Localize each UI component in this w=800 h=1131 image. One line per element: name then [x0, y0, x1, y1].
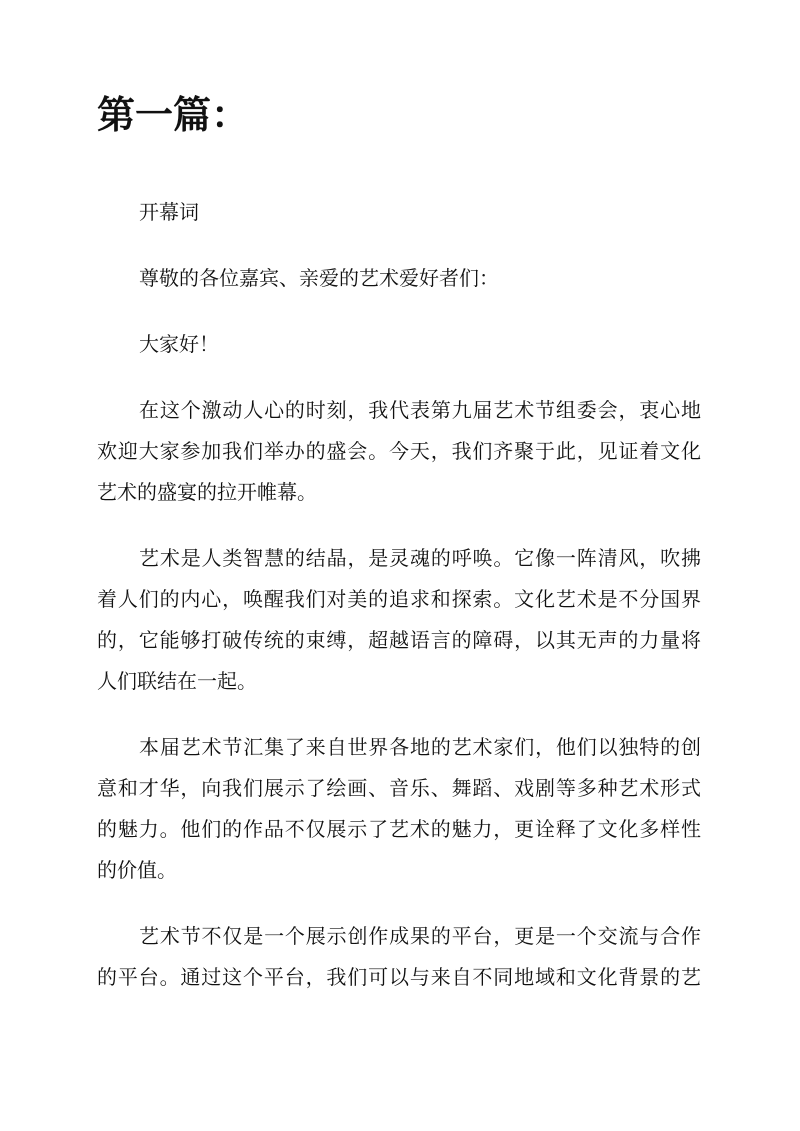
- paragraph-platform: [97, 916, 701, 998]
- paragraph-line: 艺术的盛宴的拉开帷幕。: [97, 480, 317, 504]
- paragraph-line: 本届艺术节汇集了来自世界各地的艺术家们，他们以独特的创: [139, 735, 701, 759]
- paragraph-line: 艺术是人类智慧的结晶，是灵魂的呼唤。它像一阵清风，吹拂: [139, 546, 701, 570]
- paragraph-title: [97, 192, 701, 233]
- paragraph-line: 尊敬的各位嘉宾、亲爱的艺术爱好者们：: [139, 266, 499, 290]
- paragraph-line: 的平台。通过这个平台，我们可以与来自不同地域和文化背景的艺: [97, 965, 701, 989]
- document-heading: 第一篇：: [97, 92, 250, 137]
- paragraph-line: 大家好！: [139, 332, 219, 356]
- document-body: [97, 192, 701, 1023]
- paragraph-greeting: [97, 324, 701, 365]
- paragraph-line: 在这个激动人心的时刻，我代表第九届艺术节组委会，衷心地: [139, 398, 701, 422]
- paragraph-line: 的魅力。他们的作品不仅展示了艺术的魅力，更诠释了文化多样性: [97, 817, 701, 841]
- paragraph-festival: [97, 727, 701, 891]
- paragraph-line: 人们联结在一起。: [97, 669, 257, 693]
- paragraph-line: 开幕词: [139, 200, 199, 224]
- paragraph-salutation: [97, 258, 701, 299]
- paragraph-line: 艺术节不仅是一个展示创作成果的平台，更是一个交流与合作: [139, 924, 701, 948]
- paragraph-line: 的价值。: [97, 858, 177, 882]
- paragraph-art: [97, 538, 701, 702]
- paragraph-line: 的，它能够打破传统的束缚，超越语言的障碍，以其无声的力量将: [97, 628, 701, 652]
- paragraph-line: 着人们的内心，唤醒我们对美的追求和探索。文化艺术是不分国界: [97, 587, 701, 611]
- paragraph-opening: [97, 390, 701, 513]
- paragraph-line: 欢迎大家参加我们举办的盛会。今天，我们齐聚于此，见证着文化: [97, 439, 701, 463]
- paragraph-line: 意和才华，向我们展示了绘画、音乐、舞蹈、戏剧等多种艺术形式: [97, 776, 701, 800]
